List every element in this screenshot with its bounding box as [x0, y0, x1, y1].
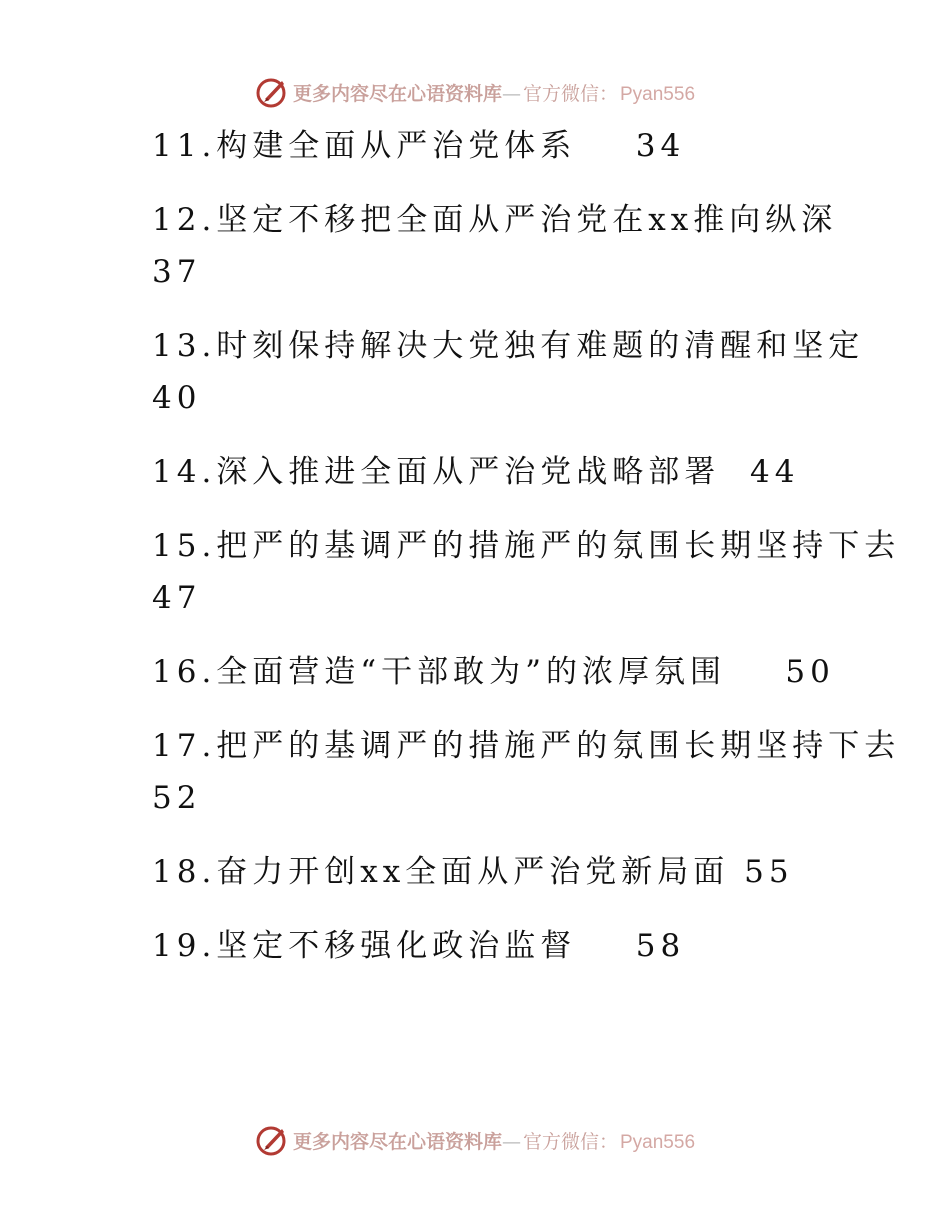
header-watermark	[0, 72, 950, 112]
toc-entry-line: 12.坚定不移把全面从严治党在xx推向纵深	[152, 202, 838, 238]
toc-entry-line: 18.奋力开创xx全面从严治党新局面 55	[152, 854, 794, 890]
toc-entry-19	[152, 920, 872, 972]
toc-entry-14	[152, 446, 872, 498]
toc-entry-line: 19.坚定不移强化政治监督 58	[152, 928, 686, 964]
toc-entry-line: 15.把严的基调严的措施严的氛围长期坚持下去	[152, 528, 901, 564]
quill-logo-icon	[255, 75, 289, 109]
toc-entry-11	[152, 120, 872, 172]
toc-entry-18	[152, 846, 872, 898]
watermark-text	[293, 79, 695, 106]
watermark-separator: —	[501, 1130, 521, 1153]
toc-entry-page: 40	[152, 380, 202, 416]
toc-entry-line: 14.深入推进全面从严治党战略部署 44	[152, 454, 800, 490]
toc-entry-line: 13.时刻保持解决大党独有难题的清醒和坚定	[152, 328, 865, 364]
watermark-wechat-label: 官方微信：	[522, 1130, 618, 1153]
toc-entry-page: 37	[152, 254, 202, 290]
quill-logo-icon	[255, 1123, 289, 1157]
toc-entry-12	[152, 194, 872, 298]
toc-entry-13	[152, 320, 872, 424]
watermark-text	[293, 1127, 695, 1154]
toc-entry-17	[152, 720, 901, 824]
watermark-wechat-label: 官方微信：	[522, 82, 618, 105]
footer-watermark	[0, 1120, 950, 1160]
toc-entry-line: 16.全面营造“干部敢为”的浓厚氛围 50	[152, 654, 835, 690]
watermark-wechat-id: Pyan556	[620, 1131, 696, 1153]
watermark-main-text: 更多内容尽在心语资料库	[292, 1130, 502, 1153]
toc-entry-line: 17.把严的基调严的措施严的氛围长期坚持下去	[152, 728, 901, 764]
watermark-main-text: 更多内容尽在心语资料库	[292, 82, 502, 105]
toc-entry-page: 52	[152, 780, 202, 816]
toc-entry-page: 47	[152, 580, 202, 616]
watermark-separator: —	[501, 82, 521, 105]
toc-entry-15	[152, 520, 901, 624]
table-of-contents	[152, 120, 901, 972]
toc-entry-line: 11.构建全面从严治党体系 34	[152, 128, 686, 164]
toc-entry-16	[152, 646, 872, 698]
watermark-wechat-id: Pyan556	[620, 83, 696, 105]
